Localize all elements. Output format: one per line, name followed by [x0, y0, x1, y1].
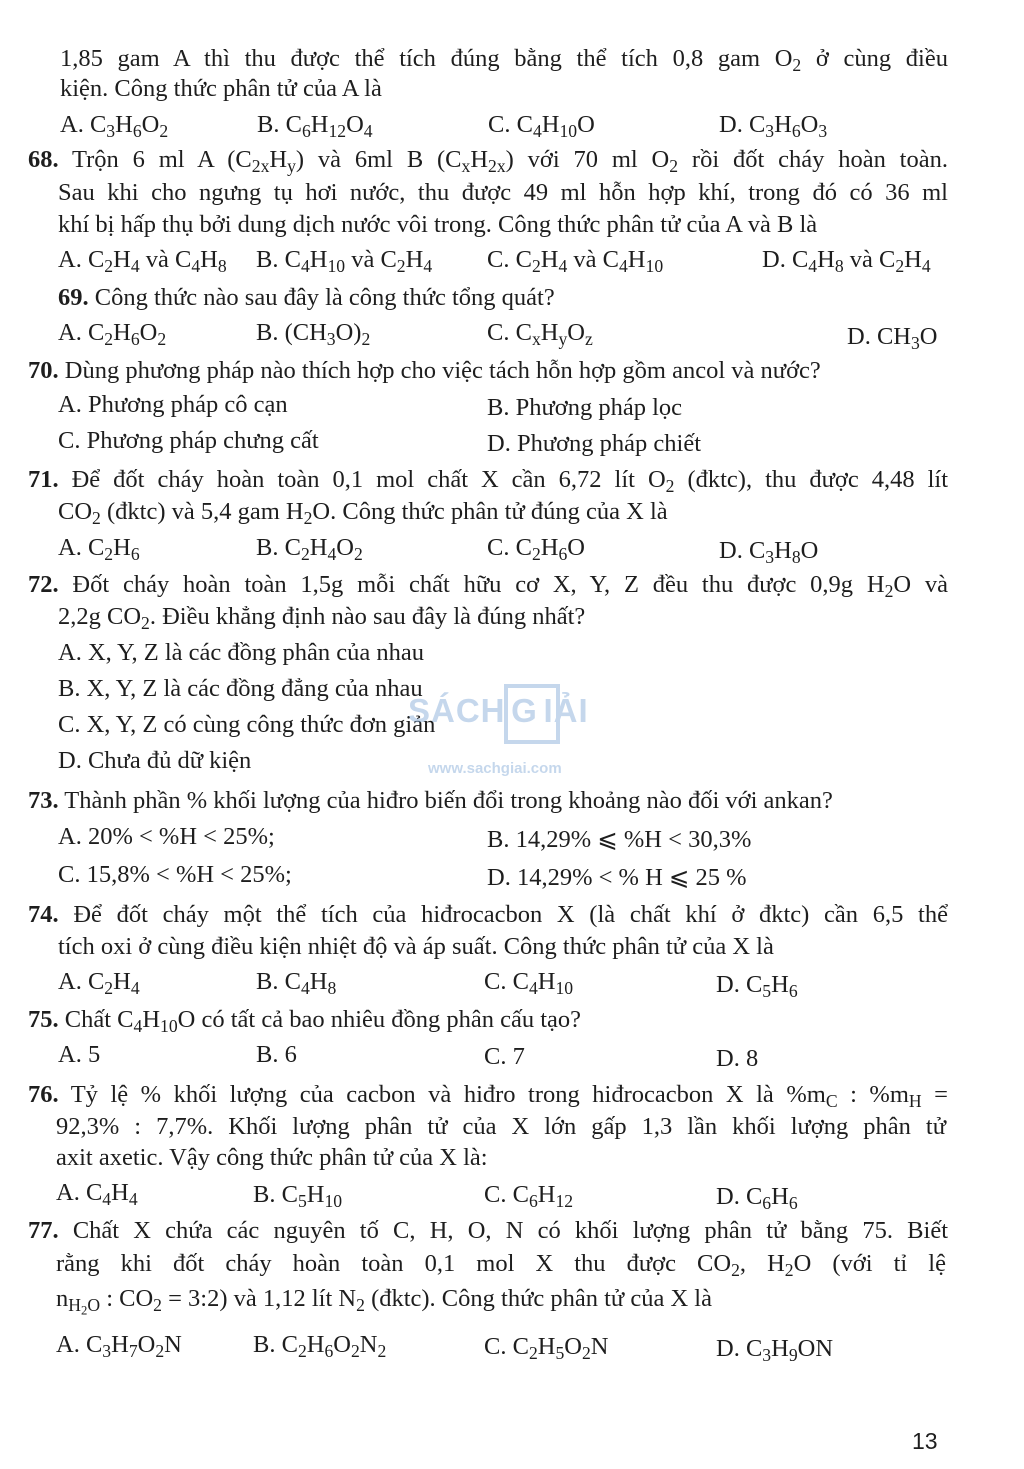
q74-text-line: 74. Để đốt cháy một thể tích của hiđrocacbon X (là chất khí ở đktc) cần 6,5 thể — [28, 901, 948, 928]
q75-option-d: D. 8 — [716, 1045, 759, 1072]
q70-option-c: C. Phương pháp chưng cất — [58, 427, 319, 454]
q72-option-a: A. X, Y, Z là các đồng phân của nhau — [58, 639, 425, 666]
q74-option-a: A. $C_2H_4$ — [58, 968, 140, 998]
q69-option-a: A. $C_2H_6O_2$ — [58, 319, 167, 349]
q67-option-d: D. $C_3H_6O_3$ — [719, 111, 828, 141]
q69-option-c: C. $C_xH_yO_z$ — [487, 319, 593, 349]
q75-option-b: B. 6 — [256, 1041, 297, 1068]
q77-text-line: 77. Chất X chứa các nguyên tố C, H, O, N có khối lượng phân tử bằng 75. Biết — [28, 1217, 948, 1244]
q70-option-d: D. Phương pháp chiết — [487, 430, 702, 457]
q76-option-b: B. $C_5H_{10}$ — [253, 1181, 343, 1211]
q71-text-line: 71. Để đốt cháy hoàn toàn 0,1 mol chất X cần 6,72 lít $O_2$ (đktc), thu được 4,48 lít — [28, 466, 949, 496]
q70-option-a: A. Phương pháp cô cạn — [58, 391, 288, 418]
q72-text-line: 2,2g $CO_2$. Điều khẳng định nào sau đây là đúng nhất? — [58, 603, 586, 633]
watermark-logo-text: SÁCH G IẢI — [408, 692, 589, 729]
q77-text-line: $n_{H_2O}$ : $CO_2$ = 3:2) và 1,12 lít $N_2$ (đktc). Công thức phân tử của X là — [56, 1285, 712, 1318]
q68-option-b: B. $C_4H_{10}$ và $C_2H_4$ — [256, 246, 433, 276]
q67-text-line: kiện. Công thức phân tử của A là — [60, 75, 382, 102]
q74-option-c: C. $C_4H_{10}$ — [484, 968, 574, 998]
q74-option-b: B. $C_4H_8$ — [256, 968, 337, 998]
q73-option-a: A. 20% < %H < 25%; — [58, 823, 275, 850]
q73-option-d: D. 14,29% < % H ⩽ 25 % — [487, 864, 747, 891]
q69-text-line: 69. Công thức nào sau đây là công thức tổng quát? — [58, 284, 555, 311]
q77-text-line: rằng khi đốt cháy hoàn toàn 0,1 mol X thu được $CO_2$, $H_2O$ (với tỉ lệ — [56, 1250, 946, 1280]
q67-text-line: 1,85 gam A thì thu được thể tích đúng bằng thể tích 0,8 gam $O_2$ ở cùng điều — [60, 45, 948, 75]
q73-text-line: 73. Thành phần % khối lượng của hiđro biến đổi trong khoảng nào đối với ankan? — [28, 787, 833, 814]
q74-text-line: tích oxi ở cùng điều kiện nhiệt độ và áp suất. Công thức phân tử của X là — [58, 933, 774, 960]
q76-text-line: 76. Tỷ lệ % khối lượng của cacbon và hiđro trong hiđrocacbon X là $\%m_C$ : $\%m_H$ = — [28, 1081, 948, 1111]
q68-option-c: C. $C_2H_4$ và $C_4H_{10}$ — [487, 246, 664, 276]
sachgiai-watermark — [408, 684, 618, 780]
q68-option-d: D. $C_4H_8$ và $C_2H_4$ — [762, 246, 931, 276]
q77-option-d: D. $C_3H_9ON$ — [716, 1335, 834, 1365]
q72-option-d: D. Chưa đủ dữ kiện — [58, 747, 252, 774]
q70-text-line: 70. Dùng phương pháp nào thích hợp cho việc tách hỗn hợp gồm ancol và nước? — [28, 357, 821, 384]
q77-option-b: B. $C_2H_6O_2N_2$ — [253, 1331, 387, 1361]
q71-option-b: B. $C_2H_4O_2$ — [256, 534, 363, 564]
q68-text-line: 68. Trộn 6 ml A $(C_{2x}H_y)$ và 6ml B $(C_xH_{2x})$ với 70 ml $O_2$ rồi đốt cháy hoàn toàn. — [28, 146, 948, 176]
q76-option-c: C. $C_6H_{12}$ — [484, 1181, 574, 1211]
q75-text-line: 75. Chất $C_4H_{10}O$ có tất cả bao nhiêu đồng phân cấu tạo? — [28, 1006, 582, 1036]
q72-option-b: B. X, Y, Z là các đồng đẳng của nhau — [58, 675, 423, 702]
q76-text-line: 92,3% : 7,7%. Khối lượng phân tử của X lớn gấp 1,3 lần khối lượng phân tử — [56, 1113, 946, 1140]
q76-option-a: A. $C_4H_4$ — [56, 1179, 138, 1209]
q74-option-d: D. $C_5H_6$ — [716, 971, 798, 1001]
q76-text-line: axit axetic. Vậy công thức phân tử của X là: — [56, 1144, 488, 1171]
q71-option-c: C. $C_2H_6O$ — [487, 534, 585, 564]
watermark-logo-box — [504, 684, 560, 744]
q75-option-c: C. 7 — [484, 1043, 525, 1070]
q68-option-a: A. $C_2H_4$ và $C_4H_8$ — [58, 246, 227, 276]
q68-text-line: Sau khi cho ngưng tụ hơi nước, thu được 49 ml hỗn hợp khí, trong đó có 36 ml — [58, 179, 948, 206]
watermark-url: www.sachgiai.com — [428, 760, 562, 777]
page-number: 13 — [912, 1428, 938, 1454]
q69-option-d: D. $CH_3O$ — [847, 323, 938, 353]
q76-option-d: D. $C_6H_6$ — [716, 1183, 798, 1213]
q67-option-c: C. $C_4H_{10}O$ — [488, 111, 595, 141]
q72-text-line: 72. Đốt cháy hoàn toàn 1,5g mỗi chất hữu cơ X, Y, Z đều thu được 0,9g $H_2O$ và — [28, 571, 948, 601]
q69-option-b: B. $(CH_3O)_2$ — [256, 319, 371, 349]
q77-option-c: C. $C_2H_5O_2N$ — [484, 1333, 609, 1363]
q71-option-a: A. $C_2H_6$ — [58, 534, 140, 564]
q70-option-b: B. Phương pháp lọc — [487, 394, 683, 421]
q71-option-d: D. $C_3H_8O$ — [719, 537, 819, 567]
q67-option-b: B. $C_6H_{12}O_4$ — [257, 111, 373, 141]
q73-option-b: B. 14,29% ⩽ %H < 30,3% — [487, 826, 752, 853]
q71-text-line: $CO_2$ (đktc) và 5,4 gam $H_2O$. Công thức phân tử đúng của X là — [58, 498, 668, 528]
q75-option-a: A. 5 — [58, 1041, 101, 1068]
q68-text-line: khí bị hấp thụ bởi dung dịch nước vôi trong. Công thức phân tử của A và B là — [58, 211, 818, 238]
q73-option-c: C. 15,8% < %H < 25%; — [58, 861, 292, 888]
q67-option-a: A. $C_3H_6O_2$ — [60, 111, 169, 141]
q72-option-c: C. X, Y, Z có cùng công thức đơn giản — [58, 711, 436, 738]
q77-option-a: A. $C_3H_7O_2N$ — [56, 1331, 182, 1361]
